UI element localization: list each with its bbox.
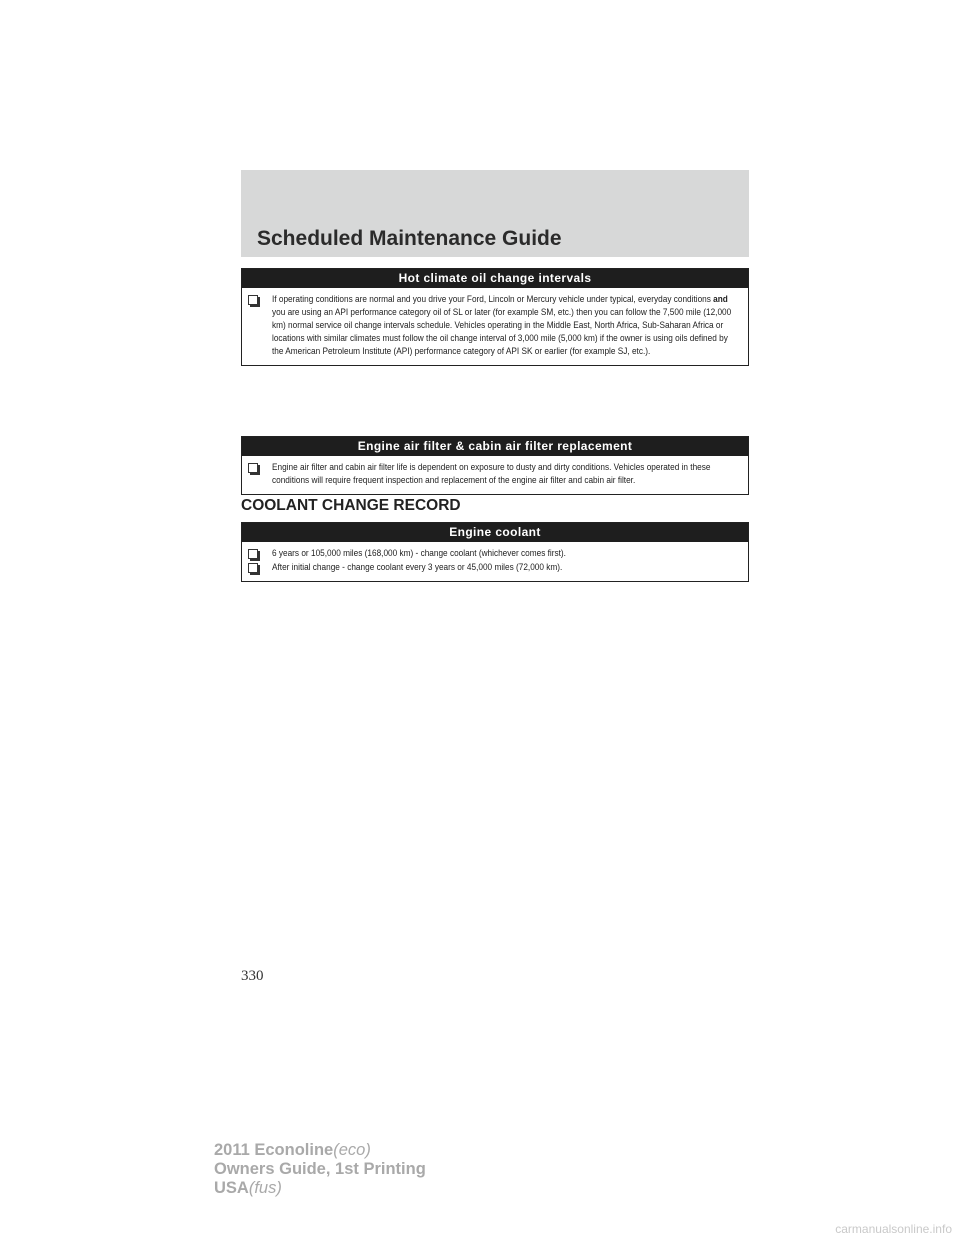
footer-model-code: (eco) — [333, 1141, 371, 1159]
air-filter-box — [241, 436, 749, 495]
watermark: carmanualsonline.info — [835, 1222, 952, 1236]
item-text: After initial change - change coolant every 3 years or 45,000 miles (72,000 km). — [272, 562, 563, 573]
hot-climate-oil-box — [241, 268, 749, 366]
box-heading: Engine air filter & cabin air filter replacement — [242, 437, 748, 456]
checklist-item — [248, 547, 742, 560]
checklist-item — [248, 461, 742, 487]
item-text: If operating conditions are normal and you drive your Ford, Lincoln or Mercury vehicle under typical, everyday conditions and you are using an API performance category oil of SL or later (for example SM, etc.) then you can follow the 7,500 mile (12,000 km) normal service oil change intervals schedule. Vehicles operating in the Middle East, North Africa, Sub-Saharan Africa or locations with similar climates must follow the oil change interval of 3,000 mile (5,000 km) if the owner is using oils defined by the American Petroleum Institute (API) performance category of API SK or earlier (for example SJ, etc.). — [272, 294, 732, 357]
footer-market: USA — [214, 1179, 249, 1197]
footer-model: 2011 Econoline — [214, 1141, 334, 1159]
footer-edition: Owners Guide, 1st Printing — [214, 1160, 426, 1178]
section-heading: COOLANT CHANGE RECORD — [241, 497, 461, 514]
box-heading: Engine coolant — [242, 523, 748, 542]
item-text: Engine air filter and cabin air filter life is dependent on exposure to dusty and dirty conditions. Vehicles operated in these conditions will require frequent inspection and replacement of the engine air filter and cabin air filter. — [272, 462, 711, 486]
emphasis-and: and — [713, 294, 728, 305]
checkbox-icon[interactable] — [248, 295, 258, 305]
checklist-item — [248, 293, 742, 358]
header-band — [241, 170, 749, 257]
footer-market-code: (fus) — [248, 1179, 282, 1197]
footer-print-info — [214, 1141, 426, 1198]
item-text: 6 years or 105,000 miles (168,000 km) - change coolant (whichever comes first). — [272, 548, 566, 559]
page-title: Scheduled Maintenance Guide — [257, 227, 562, 250]
checkbox-icon[interactable] — [248, 549, 258, 559]
checkbox-icon[interactable] — [248, 563, 258, 573]
page-number: 330 — [241, 968, 264, 984]
engine-coolant-box — [241, 522, 749, 582]
checkbox-icon[interactable] — [248, 463, 258, 473]
checklist-item — [248, 561, 742, 574]
box-heading: Hot climate oil change intervals — [242, 269, 748, 288]
